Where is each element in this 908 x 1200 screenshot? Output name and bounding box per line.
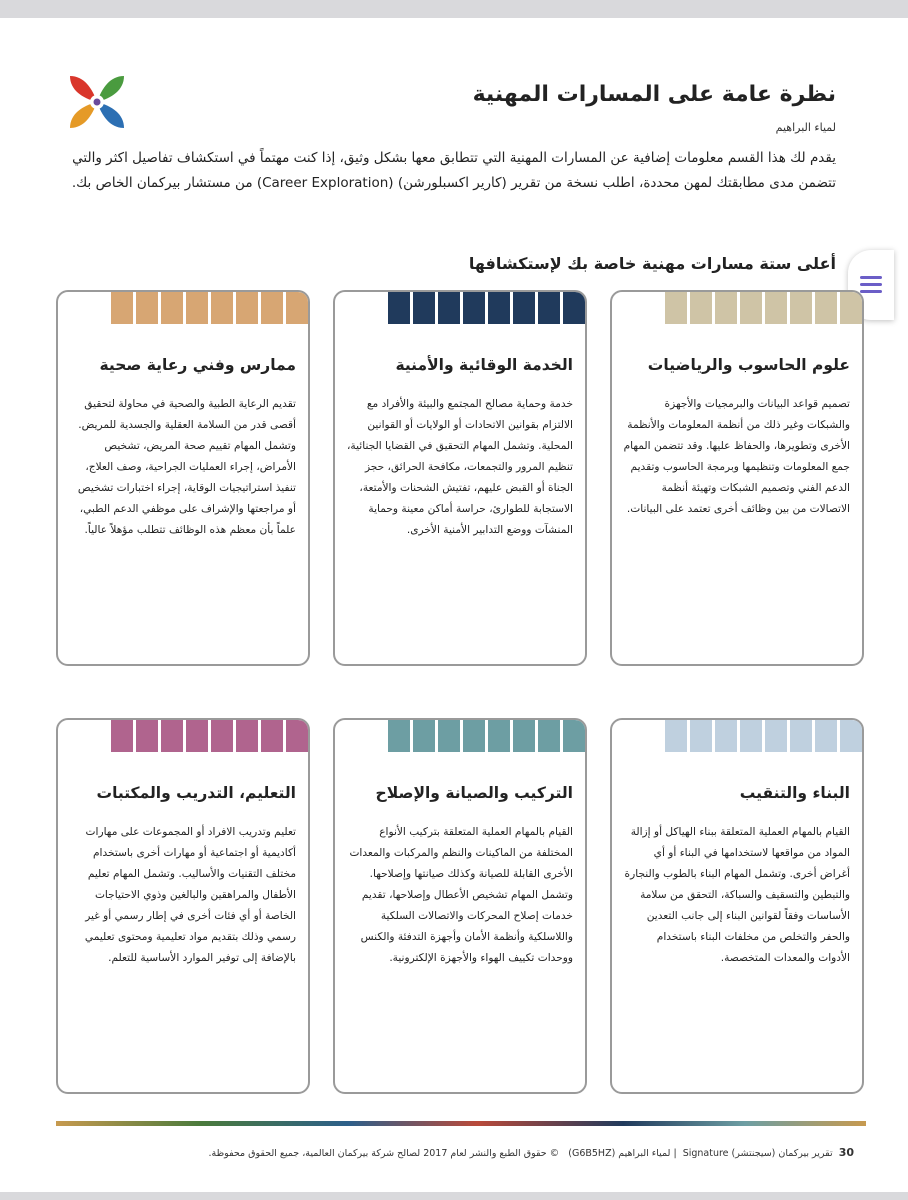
card-description: تعليم وتدريب الافراد أو المجموعات على مهارات أكاديمية أو اجتماعية أو مهارات أخرى باستخدام مختلف التقنيات والأساليب. وتشمل المهام تعليم الأطفال والمراهقين والبالغين وذوي الاحتياجات الخاصة أو أي فئات أخرى في إطار رسمي أو غير رسمي وذلك بتقديم مواد تعليمية ومحتوى تعليمي بالإضافة إلى توفير الموارد الأساسية للتعلم. (84, 826, 296, 964)
card-title: التركيب والصيانة والإصلاح (375, 784, 573, 802)
color-segment (186, 292, 208, 324)
color-segment (211, 720, 233, 752)
page-number: 30 (838, 1146, 854, 1159)
color-segment (715, 292, 737, 324)
color-segment (840, 292, 862, 324)
color-segment (463, 292, 485, 324)
color-segment (790, 292, 812, 324)
intro-paragraph: يقدم لك هذا القسم معلومات إضافية عن المسارات المهنية التي تتطابق معها بشكل وثيق، إذا كنت مهتماً في استكشاف تفاصيل اكثر والتي تتضمن مدى مطابقتك لمهن محددة، اطلب نسخة من تقرير (كارير اكسبلورشن) (Career Exploration) من مستشار بيركمان الخاص بك. (71, 150, 836, 191)
color-segment (438, 292, 460, 324)
career-card-construction (610, 718, 864, 1094)
color-segment (513, 292, 535, 324)
color-segment (665, 292, 687, 324)
color-segment (211, 292, 233, 324)
birkman-logo-icon (66, 72, 128, 132)
color-segment (261, 292, 283, 324)
color-segment (438, 720, 460, 752)
color-segment (136, 720, 158, 752)
card-title: البناء والتنقيب (739, 784, 850, 802)
card-color-bar (662, 720, 862, 752)
card-description: تقديم الرعاية الطبية والصحية في محاولة لتحقيق أقصى قدر من السلامة العقلية والجسدية للمريض. وتشمل المهام تقييم صحة المريض، تشخيص الأمراض، إجراء العمليات الجراحية، وصف العلاج، تنفيذ استراتيجيات الوقاية، إجراء اختبارات تشخيص أو مراجعتها والإشراف على موظفي الدعم الطبي، علماً بأن معظم هذه الوظائف تتطلب مؤهلاً عالياً. (77, 398, 296, 536)
footer-name-code: لمياء البراهيم (G6B5HZ) (568, 1148, 671, 1159)
section-title: أعلى ستة مسارات مهنية خاصة بك لإستكشافها (468, 254, 836, 273)
color-segment (463, 720, 485, 752)
card-color-bar (108, 292, 308, 324)
career-card-healthcare (56, 290, 310, 666)
card-title: التعليم، التدريب والمكتبات (96, 784, 296, 802)
color-segment (538, 720, 560, 752)
career-card-installation-repair (333, 718, 587, 1094)
card-color-bar (385, 292, 585, 324)
color-segment (261, 720, 283, 752)
card-color-bar (662, 292, 862, 324)
color-segment (388, 292, 410, 324)
color-segment (286, 292, 308, 324)
color-segment (740, 720, 762, 752)
color-segment (111, 292, 133, 324)
page-title: نظرة عامة على المسارات المهنية (472, 82, 836, 107)
color-segment (690, 720, 712, 752)
color-segment (765, 720, 787, 752)
color-segment (740, 292, 762, 324)
color-segment (186, 720, 208, 752)
color-segment (236, 720, 258, 752)
card-color-bar (385, 720, 585, 752)
color-segment (161, 292, 183, 324)
author-name: لمياء البراهيم (775, 121, 836, 134)
hamburger-menu-icon (860, 276, 882, 279)
card-description: تصميم قواعد البيانات والبرمجيات والأجهزة والشبكات وغير ذلك من أنظمة المعلومات والأنظمة الأخرى وتطويرها، والحفاظ عليها. وقد تتضمن المهام جمع المعلومات وتنظيمها وبرمجة الحاسوب وتقديم الدعم الفني وتصميم الشبكات وتهيئة أنظمة الاتصالات من بين وظائف أخرى تعتمد على البيانات. (623, 398, 850, 515)
color-segment (111, 720, 133, 752)
footer-report: تقرير بيركمان (سيجنتشر) Signature (682, 1148, 833, 1159)
career-card-education (56, 718, 310, 1094)
color-segment (815, 720, 837, 752)
color-segment (286, 720, 308, 752)
color-segment (715, 720, 737, 752)
card-title: ممارس وفني رعاية صحية (99, 356, 296, 374)
card-description: خدمة وحماية مصالح المجتمع والبيئة والأفراد مع الالتزام بقوانين الاتحادات أو الولايات أو القوانين المحلية. وتشمل المهام التحقيق في القضايا الجنائية، تنظيم المرور والتجمعات، مكافحة الحرائق، حجز الجناة أو القبض عليهم، تفتيش الشحنات والأمتعة، الاستجابة للطوارئ، حراسة أماكن معينة وحماية المنشآت ووضع التدابير الأمنية الأخرى. (346, 398, 573, 536)
color-segment (236, 292, 258, 324)
color-segment (388, 720, 410, 752)
color-segment (488, 720, 510, 752)
career-card-protective-service (333, 290, 587, 666)
color-segment (790, 720, 812, 752)
color-segment (665, 720, 687, 752)
color-segment (413, 292, 435, 324)
page-footer: 30 تقرير بيركمان (سيجنتشر) Signature | لمياء البراهيم (G6B5HZ) © حقوق الطبع والنشر لعام 2017 لصالح شركة بيركمان العالمية، جميع الحقوق محفوظة. (208, 1146, 854, 1159)
color-segment (413, 720, 435, 752)
color-segment (488, 292, 510, 324)
color-segment (161, 720, 183, 752)
color-segment (538, 292, 560, 324)
color-segment (136, 292, 158, 324)
color-segment (840, 720, 862, 752)
color-segment (815, 292, 837, 324)
career-card-computer-math (610, 290, 864, 666)
card-title: الخدمة الوقائية والأمنية (395, 356, 573, 374)
card-description: القيام بالمهام العملية المتعلقة بتركيب الأنواع المختلفة من الماكينات والنظم والمركبات والمعدات الأخرى القابلة للصيانة وكذلك صيانتها وإصلاحها. وتشمل المهام تشخيص الأعطال وإصلاحها، تقديم خدمات إصلاح المحركات والاتصالات السلكية واللاسلكية وأنظمة الأمان وأجهزة التدفئة والكنس ووحدات تكييف الهواء والأجهزة الإلكترونية. (349, 826, 573, 964)
card-color-bar (108, 720, 308, 752)
card-title: علوم الحاسوب والرياضيات (647, 356, 850, 374)
color-segment (765, 292, 787, 324)
footer-copyright: © حقوق الطبع والنشر لعام 2017 لصالح شركة بيركمان العالمية، جميع الحقوق محفوظة. (208, 1148, 560, 1159)
top-scroll-bar (0, 0, 908, 18)
card-description: القيام بالمهام العملية المتعلقة ببناء الهياكل أو إزالة المواد من مواقعها لاستخدامها في البناء أو أي أغراض أخرى. وتشمل المهام البناء بالطوب والنجارة والتبطين والتسقيف والسباكة، التحقق من سلامة الأساسات وفقاً لقوانين البناء إلى جانب التعدين والحفر والتخلص من مخلفات البناء باستخدام الأدوات والمعدات المتخصصة. (624, 826, 850, 964)
color-segment (563, 292, 585, 324)
color-segment (563, 720, 585, 752)
color-segment (690, 292, 712, 324)
bottom-bar (0, 1192, 908, 1200)
footer-divider (56, 1121, 866, 1126)
color-segment (513, 720, 535, 752)
